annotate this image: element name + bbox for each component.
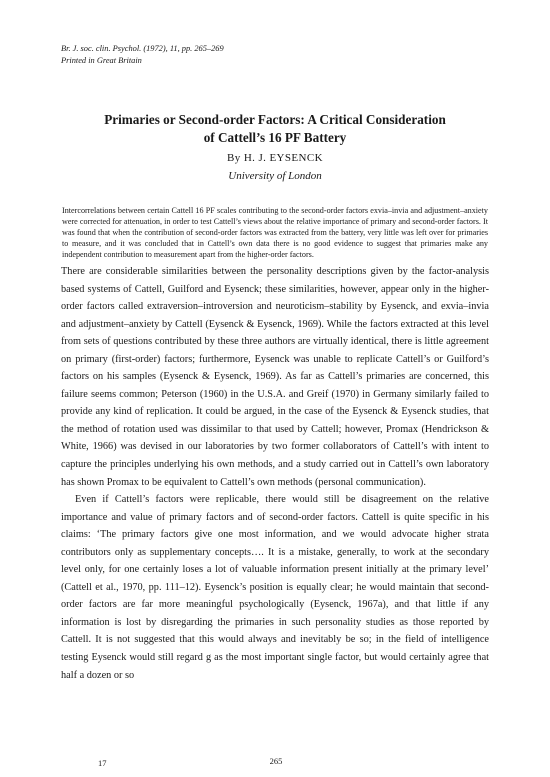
citation-line: Br. J. soc. clin. Psychol. (1972), 11, pp. 265–269 [61, 44, 224, 53]
author-affiliation: University of London [228, 170, 322, 182]
printed-line: Printed in Great Britain [61, 55, 142, 65]
signature-mark: 17 [98, 758, 107, 768]
article-body [61, 263, 489, 684]
body-paragraph-2: Even if Cattell’s factors were replicable, there would still be disagreement on the relative importance and value of primary factors and of second-order factors. Cattell is quite specific in his claims: ‘The primary factors give one most information, and we would advocate higher strata contributors only as supplementary concepts…. It is a mistake, generally, to work at the secondary level only, for one certainly loses a lot of valuable information present initially at the primary level’ (Cattell et al., 1970, pp. 111–12). Eysenck’s position is equally clear; he would maintain that second-order factors are far more meaningful psychologically (Eysenck, 1967a), and that little if any information is lost by disregarding the primaries in such personality studies as those reported by Cattell. It is not suggested that this would always and inevitably be so; in the field of intelligence testing Eysenck would still regard g as the most important single factor, but would certainly agree that half a dozen or so [61, 494, 489, 681]
title-line-1: Primaries or Second-order Factors: A Critical Consideration [104, 112, 446, 127]
author-byline: By H. J. EYSENCK [227, 152, 323, 164]
article-title [60, 111, 490, 146]
abstract: Intercorrelations between certain Cattell 16 PF scales contributing to the second-order factors exvia–invia and adjustment–anxiety were corrected for attenuation, in order to test Cattell’s views about the relative importance of primary and second-order factors. It was found that when the contribution of second-order factors was extracted from the battery, very little was left over for primaries to measure, and it was concluded that in Cattell’s own data there is no good evidence to suggest that primaries make any independent contribution to measurement apart from the higher-order factors. [62, 206, 488, 260]
page-number: 265 [269, 756, 283, 766]
title-line-2: of Cattell’s 16 PF Battery [203, 129, 347, 145]
body-paragraph-1: There are considerable similarities between the personality descriptions given by the factor-analysis based systems of Cattell, Guilford and Eysenck; these similarities, however, appear only in the higher-order factors called extraversion–introversion and neuroticism–stability by Eysenck, and exvia–invia and adjustment–anxiety by Cattell (Eysenck & Eysenck, 1969). While the factors extracted at this level from sets of questions contributed by these three authors are virtually identical, there is little agreement on primary (first-order) factors; furthermore, Eysenck was unable to replicate Cattell’s or Guilford’s factors on his samples (Eysenck & Eysenck, 1969). As far as Cattell’s primaries are concerned, this failure seems common; Peterson (1960) in the U.S.A. and Greif (1970) in Germany similarly failed to provide any kind of replication. It could be argued, in the case of the Eysenck & Eysenck studies, that the method of rotation used was dissimilar to that used by Cattell; however, Promax (Hendrickson & White, 1966) was devised in our laboratories by two former collaborators of Cattell’s with intent to capture the principles underlying his own methods, and a study carried out in Cattell’s own laboratory has shown Promax to be equivalent to Cattell’s own methods (personal communication). [61, 266, 489, 488]
journal-header [61, 43, 224, 66]
